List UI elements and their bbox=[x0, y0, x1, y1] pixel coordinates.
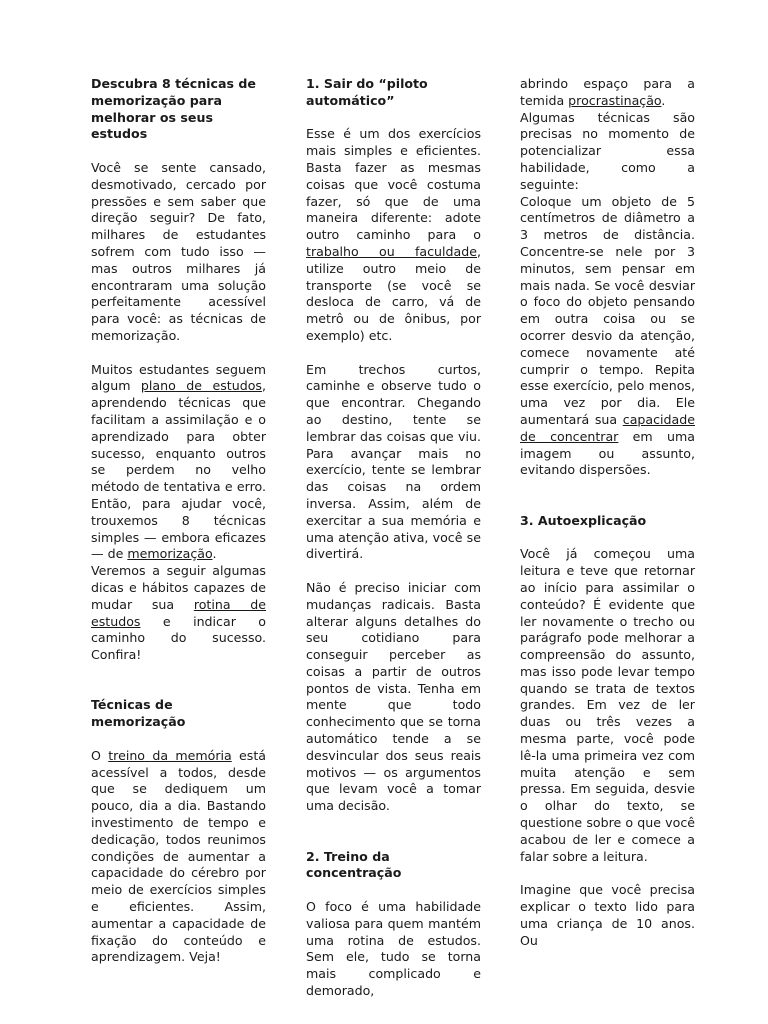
paragraph: Coloque um objeto de 5 centímetros de diâmetro a 3 metros de distância. Concentre-se nele por 3 minutos, sem pensar em mais nada. Se você desviar o foco do objeto pensando em outra coisa ou se ocorrer desvio da atenção, comece novamente até cumprir o tempo. Repita esse exercício, pelo menos, uma vez por dia. Ele aumentará sua capacidade de concentrar em uma imagem ou assunto, evitando dispersões. bbox=[520, 193, 695, 478]
column-2 bbox=[306, 76, 481, 1000]
link-procrastinacao[interactable]: procrastinação bbox=[568, 92, 662, 108]
paragraph: Muitos estudantes seguem algum plano de estudos, aprendendo técnicas que facilitam a assimilação e o aprendizado para obter sucesso, enquanto outros se perdem no velho método de tentativa e erro. Então, para ajudar você, trouxemos 8 técnicas simples — embora eficazes — de memorização. bbox=[91, 361, 266, 562]
paragraph: O treino da memória está acessível a todos, desde que se dediquem um pouco, dia a dia. Bastando investimento de tempo e dedicação, todos reunimos condições de aumentar a capacidade do cérebro por meio de exercícios simples e eficientes. Assim, aumentar a capacidade de fixação do conteúdo e aprendizagem. Veja! bbox=[91, 747, 267, 965]
article-title: Descubra 8 técnicas de memorização para melhorar os seus estudos bbox=[91, 76, 256, 142]
section-heading: 2. Treino da concentração bbox=[306, 848, 402, 881]
paragraph: Não é preciso iniciar com mudanças radicais. Basta alterar alguns detalhes do seu cotidiano para conseguir perceber as coisas a partir de outros pontos de vista. Tenha em mente que todo conhecimento que se torna automático tende a se desvincular dos seus reais motivos — os argumentos que levam você a tomar uma decisão. bbox=[306, 579, 481, 814]
link-memorizacao[interactable]: memorização bbox=[127, 546, 213, 562]
paragraph: Você já começou uma leitura e teve que retornar ao início para assimilar o conteúdo? É evidente que ler novamente o trecho ou parágrafo pode melhorar a compreensão do assunto, mas isso pode levar tempo quando se trata de textos grandes. Em vez de ler duas ou três vezes a mesma parte, você pode lê-la uma primeira vez com muita atenção e sem pressa. Em seguida, desvie o olhar do texto, se questione sobre o que você acabou de ler e comece a falar sobre a leitura. bbox=[520, 546, 695, 864]
link-trabalho-ou-faculdade[interactable]: trabalho ou faculdade bbox=[306, 243, 477, 259]
section-heading: 1. Sair do “piloto automático” bbox=[306, 76, 428, 108]
section-heading: Técnicas de memorização bbox=[91, 697, 186, 730]
column-1 bbox=[91, 76, 266, 966]
link-capacidade-de-concentrar[interactable]: capacidade de concentrar bbox=[520, 411, 695, 444]
section-heading: 3. Autoexplicação bbox=[520, 512, 647, 528]
paragraph: Algumas técnicas são precisas no momento de potencializar essa habilidade, como a seguinte: bbox=[520, 109, 695, 192]
link-plano-de-estudos[interactable]: plano de estudos bbox=[140, 378, 262, 394]
paragraph: Imagine que você precisa explicar o texto lido para uma criança de 10 anos. Ou bbox=[520, 882, 695, 948]
paragraph: Você se sente cansado, desmotivado, cercado por pressões e sem saber que direção seguir? De fato, milhares de estudantes sofrem com tudo isso — mas outros milhares já encontraram uma solução perfeitamente acessível para você: as técnicas de memorização. bbox=[91, 159, 266, 343]
link-rotina-de-estudos[interactable]: rotina de estudos bbox=[91, 596, 266, 629]
paragraph: O foco é uma habilidade valiosa para quem mantém uma rotina de estudos. Sem ele, tudo se torna mais complicado e demorado, bbox=[306, 899, 481, 999]
paragraph: Esse é um dos exercícios mais simples e eficientes. Basta fazer as mesmas coisas que você costuma fazer, só que de uma maneira diferente: adote outro caminho para o trabalho ou faculdade, utilize outro meio de transporte (se você se desloca de carro, vá de metrô ou de ônibus, por exemplo) etc. bbox=[306, 126, 481, 343]
paragraph: Em trechos curtos, caminhe e observe tudo o que encontrar. Chegando ao destino, tente se lembrar das coisas que viu. Para avançar mais no exercício, tente se lembrar das coisas na ordem inversa. Assim, além de exercitar a sua memória e uma atenção ativa, você se divertirá. bbox=[306, 361, 481, 562]
paragraph: abrindo espaço para a temida procrastinação. bbox=[520, 76, 695, 108]
column-3 bbox=[520, 76, 695, 949]
link-treino-da-memoria[interactable]: treino da memória bbox=[108, 747, 232, 763]
paragraph: Veremos a seguir algumas dicas e hábitos capazes de mudar sua rotina de estudos e indicar o caminho do sucesso. Confira! bbox=[91, 563, 266, 663]
